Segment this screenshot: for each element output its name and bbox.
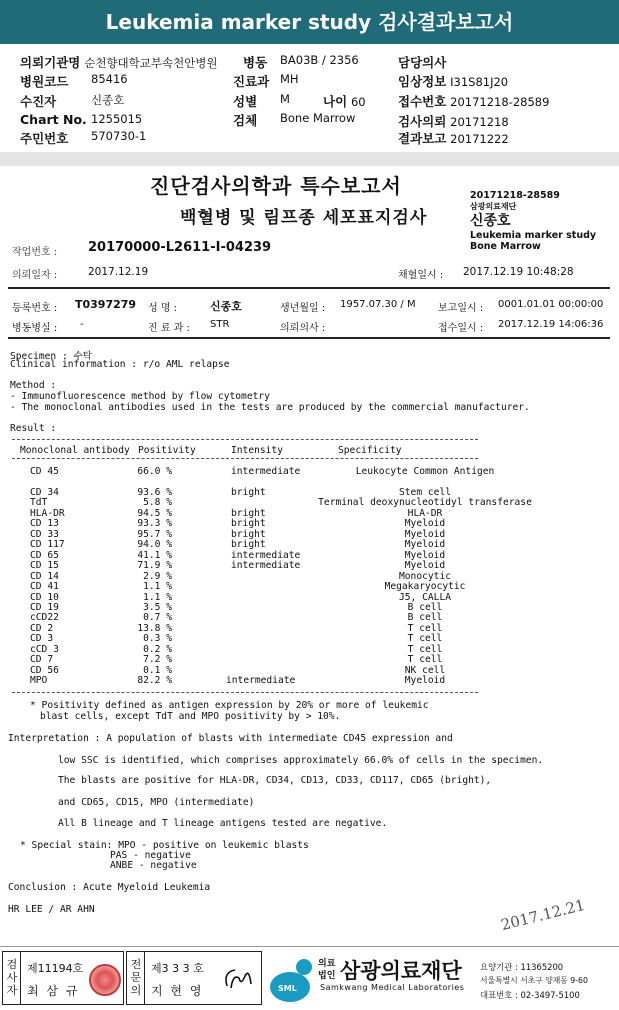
org-english: Samkwang Medical Laboratories <box>320 983 465 992</box>
request-value: 20171218 <box>450 115 509 129</box>
specificity-cell: Stem cell <box>399 487 451 498</box>
collect-value: 2017.12.19 10:48:28 <box>463 266 574 278</box>
specificity-cell: Myeloid <box>404 549 446 561</box>
sticker-org: 삼광의료재단 <box>470 202 517 211</box>
rrn-label: 주민번호 <box>20 131 69 146</box>
footer <box>0 946 619 1010</box>
positivity-cell: 94.0 % <box>137 539 172 551</box>
note-1: * Positivity defined as antigen expression by 20% or more of leukemic <box>30 700 429 711</box>
specificity-cell: Myeloid <box>404 675 446 687</box>
inspector-id: 제11194호 <box>27 962 84 975</box>
specificity-cell: B cell <box>407 612 443 624</box>
inspector-name: 최 삼 규 <box>27 984 80 998</box>
antibody-cell: MPO <box>30 675 48 687</box>
intensity-cell: bright <box>231 518 266 530</box>
specificity-cell: Terminal deoxynucleotidyl transferase <box>318 497 532 509</box>
specificity-cell: Leukocyte Common Antigen <box>355 466 495 477</box>
code-label: 병원코드 <box>20 74 69 89</box>
ward-label: 병동 <box>243 55 268 70</box>
conclusion: Conclusion : Acute Myeloid Leukemia <box>8 882 211 893</box>
specificity-cell: Megakaryocytic <box>384 581 466 593</box>
antibody-cell: CD 3 <box>30 633 54 645</box>
age-label: 나이 <box>323 94 348 109</box>
specificity-cell: NK cell <box>404 664 446 676</box>
col-intensity: Intensity <box>231 445 283 456</box>
dept-value: STR <box>210 319 230 330</box>
org-name: 삼광의료재단 <box>340 959 462 983</box>
positivity-cell: 5.8 % <box>143 497 172 509</box>
sml-logo-icon <box>268 953 324 1005</box>
positivity-cell: 1.1 % <box>143 581 172 593</box>
dept-value: MH <box>280 72 299 86</box>
sticker-specimen: Bone Marrow <box>470 241 541 252</box>
work-no-value: 20170000-L2611-I-04239 <box>88 240 272 255</box>
specialist-box <box>126 951 262 1005</box>
positivity-cell: 41.1 % <box>137 549 172 561</box>
method-label: Method : <box>10 380 57 391</box>
interp-2: low SSC is identified, which comprises approximately 66.0% of cells in the specimen. <box>58 755 544 766</box>
org-code: 요양기관 : 11365200 <box>480 962 564 972</box>
method-2: - The monoclonal antibodies used in the tests are produced by the commercial manufacturer. <box>10 402 530 413</box>
rrn-value: 570730-1 <box>91 129 147 143</box>
col-antibody: Monoclonal antibody <box>20 445 130 456</box>
positivity-cell: 0.7 % <box>143 612 172 624</box>
positivity-cell: 66.0 % <box>137 466 172 477</box>
report-time-value: 0001.01.01 00:00:00 <box>498 299 604 310</box>
antibody-cell: CD 45 <box>30 466 59 477</box>
report-subheading: 백혈병 및 림프종 세포표지검사 <box>180 208 428 228</box>
clinical-value: I31S81J20 <box>450 75 509 89</box>
chart-label: Chart No. <box>20 112 87 127</box>
col-specificity: Specificity <box>338 445 402 456</box>
stain-3: ANBE - negative <box>110 860 197 871</box>
antibody-cell: CD 41 <box>30 581 59 593</box>
positivity-cell: 95.7 % <box>137 528 172 540</box>
interp-5: All B lineage and T lineage antigens tested are negative. <box>58 818 388 829</box>
reg-no-label: 등록번호 : <box>12 303 58 314</box>
antibody-cell: TdT <box>30 497 48 509</box>
positivity-cell: 7.2 % <box>143 654 172 666</box>
positivity-cell: 93.6 % <box>137 487 172 498</box>
result-label: Result : <box>10 423 57 434</box>
positivity-cell: 2.9 % <box>143 570 172 582</box>
hospital-value: 순천향대학교부속천안병원 <box>84 56 218 70</box>
inspector-box <box>2 951 124 1005</box>
specificity-cell: Myeloid <box>404 560 446 572</box>
positivity-cell: 3.5 % <box>143 601 172 613</box>
positivity-cell: 0.3 % <box>143 633 172 645</box>
inspector-divider <box>20 952 21 1004</box>
specialist-divider <box>144 952 145 1004</box>
antibody-cell: CD 2 <box>30 622 54 634</box>
birth-value: 1957.07.30 / M <box>340 299 416 310</box>
receive-label: 접수일시 : <box>438 323 484 334</box>
collect-label: 채혈일시 : <box>398 270 444 281</box>
signature-icon <box>219 964 257 996</box>
antibody-cell: cCD 3 <box>30 643 59 655</box>
req-date-value: 2017.12.19 <box>88 266 149 278</box>
antibody-cell: CD 7 <box>30 654 54 666</box>
table-rule-mid <box>12 458 478 459</box>
interp-3: The blasts are positive for HLA-DR, CD34, CD13, CD33, CD117, CD65 (bright), <box>58 775 492 786</box>
note-2: blast cells, except TdT and MPO positivity by > 10%. <box>40 711 341 722</box>
specificity-cell: T cell <box>407 633 443 645</box>
handwritten-date: 2017.12.21 <box>499 895 587 935</box>
positivity-cell: 94.5 % <box>137 507 172 519</box>
ward-label: 병동병실 : <box>12 323 58 334</box>
sex-label: 성별 <box>233 94 258 109</box>
sex-value: M <box>280 92 290 106</box>
intensity-cell: intermediate <box>231 549 301 561</box>
specificity-cell: Myeloid <box>404 518 446 530</box>
intensity-cell: intermediate <box>231 560 301 572</box>
intensity-cell: bright <box>231 507 266 519</box>
ward-value: BA03B / 2356 <box>280 53 359 67</box>
receipt-value: 20171218-28589 <box>450 95 550 109</box>
antibody-cell: CD 33 <box>30 528 59 540</box>
report-value: 20171222 <box>450 132 509 146</box>
sticker-test: Leukemia marker study <box>470 230 597 241</box>
antibody-cell: CD 117 <box>30 539 65 551</box>
report-title: Leukemia marker study 검사결과보고서 <box>0 0 619 44</box>
specificity-cell: Myeloid <box>404 528 446 540</box>
specificity-cell: J5, CALLA <box>399 591 451 603</box>
intensity-cell: bright <box>231 487 266 498</box>
signer: HR LEE / AR AHN <box>8 904 95 915</box>
specimen-line: Specimen : 수탁 <box>10 351 93 362</box>
org-prefix-top: 의료 <box>318 959 336 969</box>
antibody-cell: CD 65 <box>30 549 59 561</box>
rule-bottom <box>8 337 610 339</box>
antibody-cell: cCD22 <box>30 612 59 624</box>
doctor-label: 담당의사 <box>398 55 447 70</box>
birth-label: 생년월일 : <box>280 303 326 314</box>
specificity-cell: T cell <box>407 622 443 634</box>
hospital-label: 의뢰기관명 <box>20 55 81 70</box>
chart-value: 1255015 <box>91 112 143 126</box>
report-label: 결과보고 <box>398 131 447 146</box>
specialist-name: 지 현 영 <box>151 984 204 998</box>
seal-icon <box>89 964 121 996</box>
specialist-label: 전문의 <box>130 958 142 997</box>
intensity-cell: intermediate <box>231 466 301 477</box>
specimen-label-sticker <box>470 190 596 252</box>
method-1: - Immunofluorescence method by flow cytometry <box>10 391 270 402</box>
positivity-cell: 0.1 % <box>143 664 172 676</box>
doctor-label: 의뢰의사 : <box>280 323 326 334</box>
antibody-cell: HLA-DR <box>30 507 65 519</box>
code-value: 85416 <box>91 72 128 86</box>
sticker-name: 신종호 <box>470 213 511 229</box>
antibody-cell: CD 10 <box>30 591 59 603</box>
org-prefix-bottom: 법인 <box>318 971 336 981</box>
intensity-cell: intermediate <box>226 675 296 687</box>
specificity-cell: HLA-DR <box>407 507 443 519</box>
specialist-id: 제3 3 3 호 <box>151 962 204 975</box>
specificity-cell: T cell <box>407 654 443 666</box>
specificity-cell: B cell <box>407 601 443 613</box>
dept-label: 진 료 과 : <box>148 323 190 334</box>
table-rule-top <box>12 439 478 440</box>
specificity-cell: Monocytic <box>399 570 451 582</box>
intensity-cell: bright <box>231 539 266 551</box>
reg-no-value: T0397279 <box>75 298 137 311</box>
section-divider <box>0 152 619 166</box>
positivity-cell: 71.9 % <box>137 560 172 572</box>
antibody-cell: CD 15 <box>30 560 59 572</box>
sticker-id: 20171218-28589 <box>470 190 560 201</box>
report-heading: 진단검사의학과 특수보고서 <box>150 174 402 198</box>
specificity-cell: Myeloid <box>404 539 446 551</box>
inspector-label: 검사자 <box>6 958 18 997</box>
req-date-label: 의뢰일자 : <box>12 270 58 281</box>
specimen-value: Bone Marrow <box>280 111 356 125</box>
interp-1: Interpretation : A population of blasts with intermediate CD45 expression and <box>8 733 453 744</box>
specimen-label: 검체 <box>233 113 258 128</box>
name-label: 성 명 : <box>148 303 178 314</box>
patient-label: 수진자 <box>20 94 57 109</box>
logo-text: SML <box>278 984 297 993</box>
positivity-cell: 93.3 % <box>137 518 172 530</box>
rule-top <box>8 287 610 289</box>
antibody-cell: CD 19 <box>30 601 59 613</box>
positivity-cell: 82.2 % <box>137 675 172 687</box>
work-no-label: 작업번호 : <box>12 247 58 258</box>
antibody-cell: CD 14 <box>30 570 59 582</box>
clinical-label: 임상정보 <box>398 74 447 89</box>
intensity-cell: bright <box>231 528 266 540</box>
specificity-cell: T cell <box>407 643 443 655</box>
clinical-line: Clinical information : r/o AML relapse <box>10 359 230 370</box>
org-phone: 대표번호 : 02-3497-5100 <box>480 990 580 1000</box>
age-value: 60 <box>350 95 366 109</box>
dept-label: 진료과 <box>233 74 270 89</box>
name-value: 신종호 <box>210 300 242 313</box>
antibody-cell: CD 13 <box>30 518 59 530</box>
stain-2: PAS - negative <box>110 850 191 861</box>
receive-value: 2017.12.19 14:06:36 <box>498 319 604 330</box>
ward-value: - <box>80 319 84 330</box>
antibody-cell: CD 56 <box>30 664 59 676</box>
receipt-label: 접수번호 <box>398 94 447 109</box>
stain-1: * Special stain: MPO - positive on leukemic blasts <box>20 840 309 851</box>
report-time-label: 보고일시 : <box>438 303 484 314</box>
positivity-cell: 13.8 % <box>137 622 172 634</box>
col-positivity: Positivity <box>138 445 196 456</box>
positivity-cell: 0.2 % <box>143 643 172 655</box>
patient-value: 신종호 <box>91 93 125 107</box>
org-address: 서울특별시 서초구 양재동 9-60 <box>480 976 588 985</box>
antibody-cell: CD 34 <box>30 487 59 498</box>
request-label: 검사의뢰 <box>398 114 447 129</box>
table-rule-bottom <box>12 692 478 693</box>
positivity-cell: 1.1 % <box>143 591 172 603</box>
interp-4: and CD65, CD15, MPO (intermediate) <box>58 797 255 808</box>
